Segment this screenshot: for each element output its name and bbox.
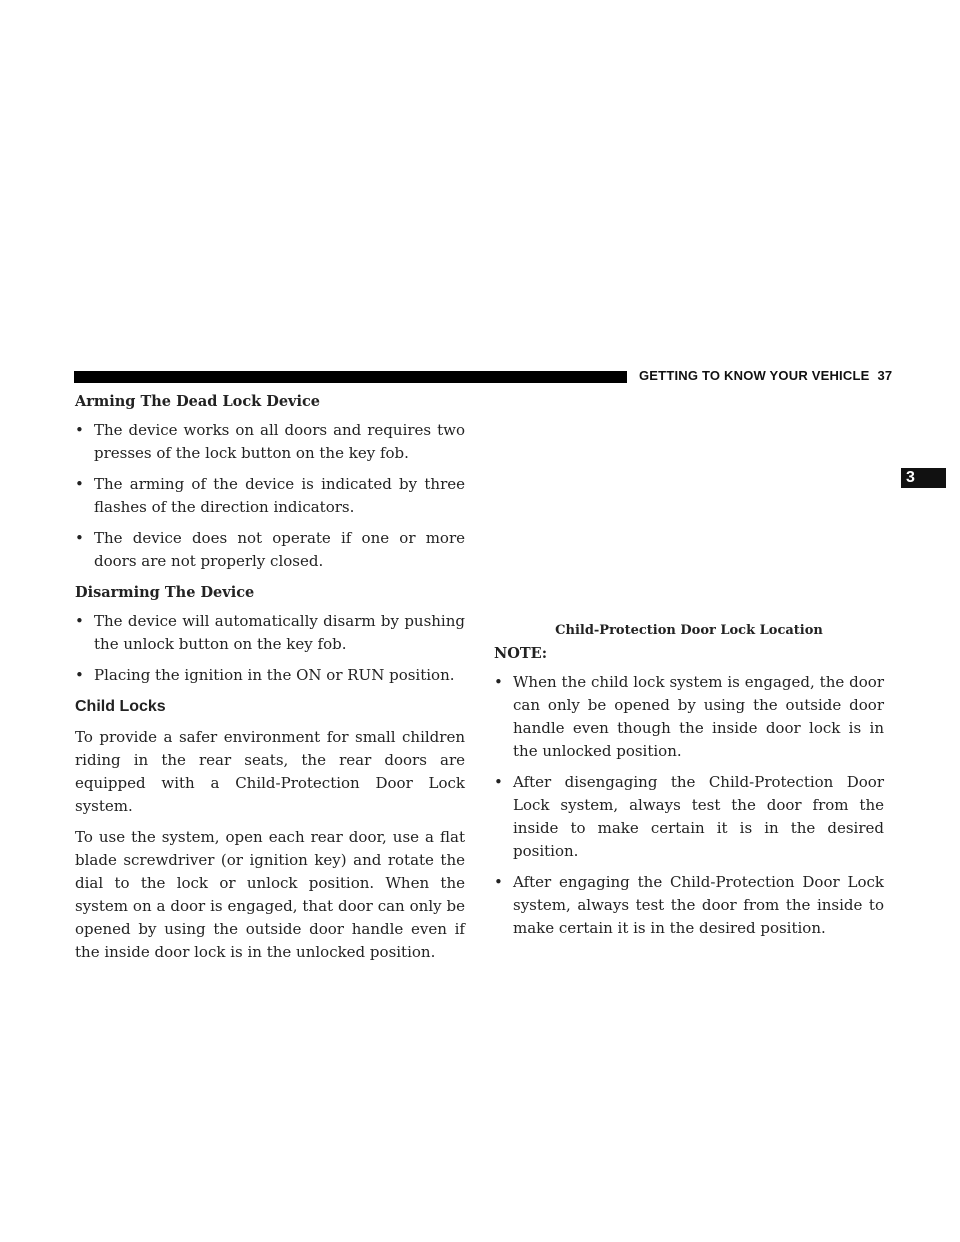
list-item: • After engaging the Child-Protection Door Lock system, always test the door from the inside to make certain it is in the desired position. [494, 873, 884, 937]
child-locks-paragraph: To provide a safer environment for small children riding in the rear seats, the rear doors are equipped with a Child-Protection Door Lock system. [75, 728, 465, 815]
bullet-icon: • [75, 612, 84, 630]
bullet-icon: • [75, 666, 84, 684]
list-item: • After disengaging the Child-Protection Door Lock system, always test the door from the inside to make certain it is in the desired position. [494, 773, 884, 860]
bullet-icon: • [75, 475, 84, 493]
left-column [75, 390, 465, 972]
bullet-icon: • [494, 673, 503, 691]
disarming-heading: Disarming The Device [75, 584, 255, 601]
list-item: • The device will automatically disarm by pushing the unlock button on the key fob. [75, 612, 465, 653]
list-item: • When the child lock system is engaged, the door can only be opened by using the outside door handle even though the inside door lock is in the unlocked position. [494, 673, 884, 760]
bullet-icon: • [494, 873, 503, 891]
arming-list [75, 419, 465, 573]
list-item: • The device works on all doors and requires two presses of the lock button on the key fob. [75, 421, 465, 462]
chapter-tab: 3 [901, 468, 946, 488]
section-name: GETTING TO KNOW YOUR VEHICLE [639, 368, 870, 383]
child-locks-title: Child Locks [75, 698, 166, 715]
header-rule [74, 371, 627, 383]
running-header [639, 368, 892, 383]
list-item: • Placing the ignition in the ON or RUN position. [75, 664, 465, 687]
right-column [494, 642, 884, 948]
page-number: 37 [877, 368, 893, 383]
figure-placeholder [494, 395, 884, 617]
bullet-icon: • [75, 529, 84, 547]
disarming-list [75, 610, 465, 687]
note-list [494, 671, 884, 940]
list-item: • The arming of the device is indicated by three flashes of the direction indicators. [75, 475, 465, 516]
figure-caption: Child-Protection Door Lock Location [555, 623, 823, 638]
arming-heading: Arming The Dead Lock Device [75, 393, 321, 410]
child-locks-paragraph: To use the system, open each rear door, use a flat blade screwdriver (or ignition key) and rotate the dial to the lock or unlock position. When the system on a door is engaged, that door can only be opened by using the outside door handle even if the inside door lock is in the unlocked position. [75, 828, 465, 961]
list-item: • The device does not operate if one or more doors are not properly closed. [75, 529, 465, 570]
bullet-icon: • [494, 773, 503, 791]
note-heading: NOTE: [494, 645, 548, 662]
bullet-icon: • [75, 421, 84, 439]
